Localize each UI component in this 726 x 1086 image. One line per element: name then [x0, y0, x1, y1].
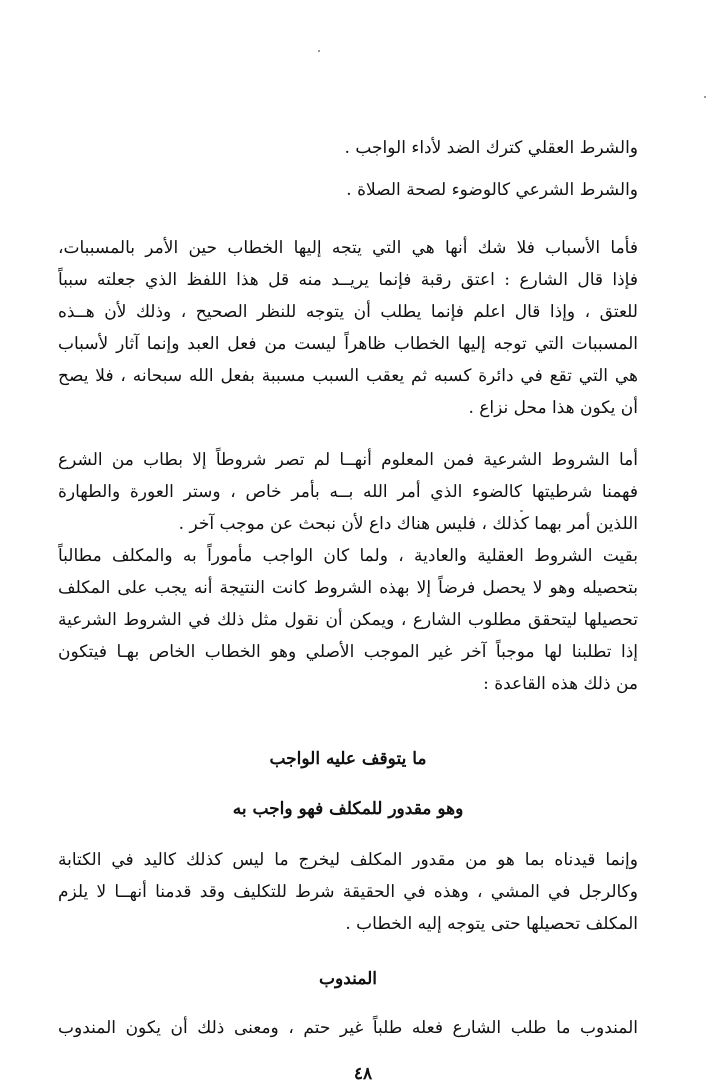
text-line: فهمنا شرطيتها كالضوء الذي أمر الله بــه بأمر خاص ، وستر العورة والطهارة	[58, 482, 638, 502]
text-line: المندوب ما طلب الشارع فعله طلباً غير حتم ، ومعنى ذلك أن يكون المندوب	[58, 1018, 638, 1038]
text-line: اللذين أمر بهما كذلك ، فليس هناك داع لأن نبحث عن موجب آخر .	[178, 514, 638, 534]
text-line: بتحصيله وهو لا يحصل فرضاً إلا بهذه الشروط كانت النتيجة أنه يجب على المكلف	[58, 578, 638, 598]
paragraph-recommended-definition	[58, 1012, 638, 1044]
text-line: فأما الأسباب فلا شك أنها هي التي يتجه إليها الخطاب حين الأمر بالمسببات،	[58, 238, 638, 258]
scan-speck	[318, 50, 320, 52]
paragraph-remaining-conditions	[58, 540, 638, 700]
text-line: فإذا قال الشارع : اعتق رقبة فإنما يريــد منه قل هذا اللفظ الذي جعلته سبباً	[58, 270, 638, 290]
page-number: ٤٨	[353, 1064, 373, 1084]
text-line: تحصيلها ليتحقق مطلوب الشارع ، ويمكن أن نقول مثل ذلك في الشروط الشرعية	[58, 610, 638, 630]
text-line: أن يكون هذا محل نزاع .	[468, 398, 638, 418]
paragraph-causes	[58, 232, 638, 424]
text-line: المكلف تحصيلها حتى يتوجه إليه الخطاب .	[345, 914, 638, 934]
section-title: المندوب	[319, 969, 377, 989]
scan-speck	[704, 96, 706, 98]
text-line: وكالرجل في المشي ، وهذه في الحقيقة شرط للتكليف وقد قدمنا أنهــا لا يلزم	[58, 882, 638, 902]
text-line: والشرط العقلي كترك الضد لأداء الواجب .	[344, 138, 638, 158]
rule-heading-line-1: ما يتوقف عليه الواجب	[269, 749, 427, 769]
paragraph-rule-explanation	[58, 844, 638, 940]
rule-heading-line-2: وهو مقدور للمكلف فهو واجب به	[232, 799, 464, 819]
text-line: بقيت الشروط العقلية والعادية ، ولما كان الواجب مأموراً به والمكلف مطالباً	[58, 546, 638, 566]
text-line: والشرط الشرعي كالوضوء لصحة الصلاة .	[346, 180, 638, 200]
text-line: وإنما قيدناه بما هو من مقدور المكلف ليخرج ما ليس كذلك كاليد في الكتابة	[58, 850, 638, 870]
text-line: إذا تطلبنا لها موجباً آخر غير الموجب الأصلي وهو الخطاب الخاص بهـا فيتكون	[58, 642, 638, 662]
text-line: المسببات التي توجه إليها الخطاب ظاهراً ليست من فعل العبد وإنما آثار لأسباب	[58, 334, 638, 354]
paragraph-legal-condition	[58, 174, 638, 206]
text-line: أما الشروط الشرعية فمن المعلوم أنهــا لم تصر شروطاً إلا بطاب من الشرع	[58, 450, 638, 470]
paragraph-legal-conditions	[58, 444, 638, 540]
paragraph-rational-condition	[58, 132, 638, 164]
text-line: للعتق ، وإذا قال اعلم فإنما يطلب أن يتوجه للنظر الصحيح ، وذلك لأن هــذه	[58, 302, 638, 322]
text-line: من ذلك هذه القاعدة :	[483, 674, 638, 694]
text-line: هي التي تقع في دائرة كسبه ثم يعقب السبب مسببة بفعل الله سبحانه ، فلا يصح	[58, 366, 638, 386]
scan-speck	[520, 510, 523, 512]
